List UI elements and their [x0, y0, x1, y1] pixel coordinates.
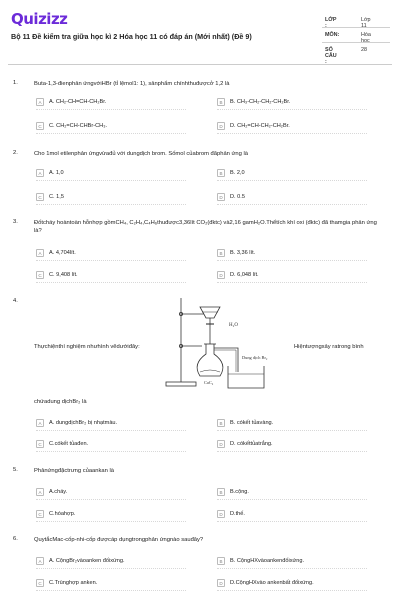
question-text: Cho 1mol etilenphản ứngvừađủ với dungdịch brom. Sốmol củabrom đãphản ứng là [34, 151, 248, 157]
option-underline [36, 180, 186, 181]
option-letter-box: D [217, 271, 225, 279]
option-d[interactable] [217, 192, 245, 202]
count-label: SỐ CÂU : [325, 47, 337, 65]
option-text: C. 9,408 lít. [49, 272, 78, 278]
question-number: 2. [13, 150, 18, 156]
option-b[interactable] [217, 168, 245, 178]
option-underline [36, 521, 186, 522]
question-text-after: chứadung dịchBr₂ là [34, 399, 87, 405]
option-letter-box: C [36, 122, 44, 130]
option-underline [36, 568, 186, 569]
option-text: B.cộng. [230, 489, 249, 495]
option-text: C. 1,5 [49, 194, 64, 200]
option-underline [36, 109, 186, 110]
option-letter-box: C [36, 193, 44, 201]
option-letter-box: D [217, 440, 225, 448]
question-number: 6. [13, 536, 18, 542]
option-letter-box: D [217, 122, 225, 130]
option-underline [217, 133, 367, 134]
option-underline [36, 430, 186, 431]
option-c[interactable] [36, 192, 64, 202]
option-text: A. 1,0 [49, 170, 64, 176]
delivery-tube [214, 348, 238, 372]
option-text: A. 4,704lít. [49, 250, 76, 256]
option-underline [217, 109, 367, 110]
option-text: B. CH₃-CH₂-CH₂-CH₂Br. [230, 99, 291, 105]
label-cac2: CaC₂ [204, 380, 214, 385]
option-underline [36, 282, 186, 283]
question-number: 1. [13, 80, 18, 86]
option-letter-box: A [36, 557, 44, 565]
option-d[interactable] [217, 270, 259, 280]
option-underline [36, 204, 186, 205]
option-text: B. CộngHXvàoankenđốixứng. [230, 558, 305, 564]
option-b[interactable] [217, 248, 255, 258]
option-text: D. 6,048 lít. [230, 272, 259, 278]
option-b[interactable] [217, 487, 249, 497]
question-number: 4. [13, 298, 18, 304]
option-underline [36, 133, 186, 134]
option-underline [217, 282, 367, 283]
option-underline [217, 521, 367, 522]
option-text: B. 2,0 [230, 170, 245, 176]
meta-divider [322, 42, 390, 43]
subject-value: Hóa học [361, 32, 371, 44]
option-text: A. CH₂-CH=CH-CH₂Br. [49, 99, 107, 105]
option-underline [217, 180, 367, 181]
option-letter-box: C [36, 271, 44, 279]
question-text: QuytắcMac-cốp-nhi-cốp đượcáp dụngtrongphản ứngnào sauđây? [34, 537, 204, 543]
option-b[interactable] [217, 556, 304, 566]
option-text: C.cókết tủađen. [49, 441, 89, 447]
option-text: C.hóahợp. [49, 511, 76, 517]
option-text: B. cókết tủavàng. [230, 420, 274, 426]
option-letter-box: B [217, 249, 225, 257]
option-letter-box: A [36, 419, 44, 427]
stand-base [166, 382, 196, 386]
option-a[interactable] [36, 487, 67, 497]
option-a[interactable] [36, 248, 76, 258]
class-label: LỚP : [325, 17, 337, 29]
option-text: C. CH₂=CH-CHBr-CH₃. [49, 123, 108, 129]
option-underline [36, 260, 186, 261]
option-letter-box: A [36, 98, 44, 106]
option-underline [217, 260, 367, 261]
option-text: A. CộngBr₂vàoanken đốixứng. [49, 558, 125, 564]
option-a[interactable] [36, 556, 125, 566]
label-h2o: H₂O [229, 323, 238, 328]
question-number: 5. [13, 467, 18, 473]
option-letter-box: A [36, 488, 44, 496]
option-d[interactable] [217, 121, 290, 131]
option-text: C.Trùnghợp anken. [49, 580, 98, 586]
option-underline [36, 451, 186, 452]
option-text: D.thế. [230, 511, 245, 517]
option-letter-box: B [217, 169, 225, 177]
option-a[interactable] [36, 168, 64, 178]
option-text: A.cháy. [49, 489, 68, 495]
option-letter-box: B [217, 98, 225, 106]
subject-label: MÔN: [325, 32, 340, 38]
beaker [228, 366, 264, 388]
option-underline [217, 430, 367, 431]
question-text: Đốtcháy hoàntoàn hỗnhợp gồmCH₄, C₂H₄,C₄H₆thuđược3,36lít CO₂(đktc) và2,16 gamH₂O.Thểtích khí oxi (đktc) đã thamgia phản ứng là? [34, 220, 377, 235]
option-letter-box: B [217, 557, 225, 565]
page-title: Bộ 11 Đề kiểm tra giữa học kì 2 Hóa học 11 có đáp án (Mới nhất) (Đề 9) [11, 32, 252, 41]
option-text: D.CộngHXvào ankenbất đốixứng. [230, 580, 314, 586]
question-text-left: Thựchiệnthí nghiệm nhưhình vẽdướiđây: [34, 344, 140, 350]
option-letter-box: A [36, 249, 44, 257]
count-value: 28 [361, 47, 367, 53]
flask [197, 344, 223, 376]
option-text: D. CH₂=CH-CH₂-CH₂Br. [230, 123, 290, 129]
question-text: Buta-1,3-đienphản ứngvớiHBr (tỉ lệmol1: 1), sảnphẩm chínhthuđượcở 1,2 là [34, 81, 230, 87]
option-d[interactable] [217, 439, 273, 449]
experiment-figure [148, 292, 276, 390]
option-letter-box: D [217, 193, 225, 201]
quizizz-logo: Quizizz [11, 10, 68, 28]
option-text: B. 3,36 lít. [230, 250, 256, 256]
meta-divider [322, 27, 390, 28]
option-letter-box: B [217, 419, 225, 427]
question-text-right: Hiệntượngxảy ratrong bình [294, 344, 364, 350]
header-divider [8, 64, 392, 65]
option-c[interactable] [36, 439, 88, 449]
option-underline [217, 499, 367, 500]
dropping-funnel [200, 307, 220, 318]
option-letter-box: A [36, 169, 44, 177]
option-c[interactable] [36, 121, 107, 131]
option-text: D. 0.5 [230, 194, 245, 200]
option-a[interactable] [36, 97, 106, 107]
option-b[interactable] [217, 418, 273, 428]
option-c[interactable] [36, 578, 97, 588]
option-underline [217, 590, 367, 591]
option-d[interactable] [217, 578, 314, 588]
class-value: Lớp 11 [361, 17, 371, 29]
option-underline [36, 590, 186, 591]
option-c[interactable] [36, 270, 78, 280]
option-underline [217, 204, 367, 205]
option-c[interactable] [36, 509, 75, 519]
option-b[interactable] [217, 97, 290, 107]
option-letter-box: D [217, 579, 225, 587]
option-text: A. dungdịchBr₂ bị nhạtmàu. [49, 420, 118, 426]
option-d[interactable] [217, 509, 245, 519]
option-letter-box: C [36, 579, 44, 587]
option-underline [217, 451, 367, 452]
option-letter-box: D [217, 510, 225, 518]
option-letter-box: C [36, 440, 44, 448]
option-underline [217, 568, 367, 569]
option-a[interactable] [36, 418, 117, 428]
question-text: Phảnứngđặctrưng củaankan là [34, 468, 114, 474]
label-br2: Dung dịch Br₂ [242, 355, 268, 360]
question-number: 3. [13, 219, 18, 225]
option-underline [36, 499, 186, 500]
option-text: D. cókếttủatrắng. [230, 441, 273, 447]
option-letter-box: C [36, 510, 44, 518]
option-letter-box: B [217, 488, 225, 496]
